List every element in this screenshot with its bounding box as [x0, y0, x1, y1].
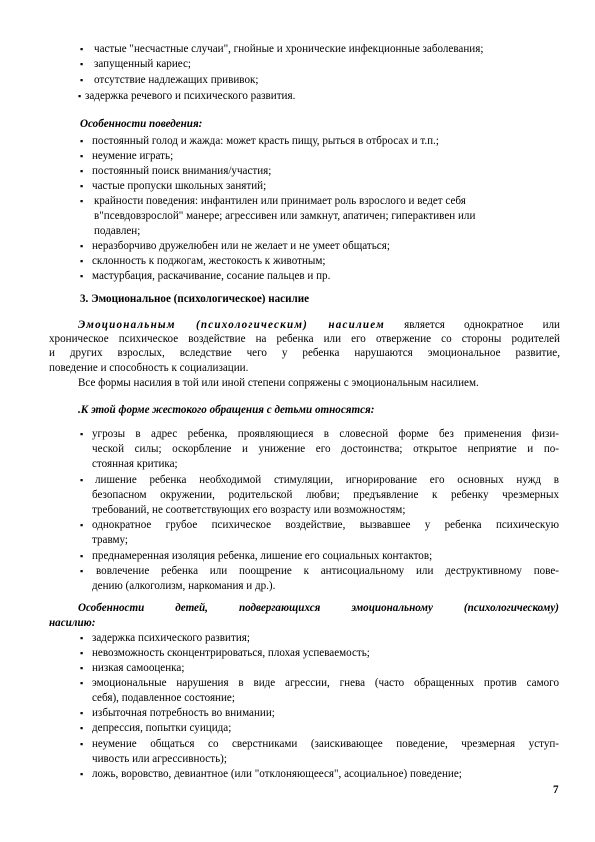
- bullet: ▪: [80, 241, 84, 251]
- list-item: запущенный кариес;: [94, 58, 191, 70]
- list-item-continuation: подавлен;: [94, 225, 141, 237]
- list-item-continuation: ческой силы; оскорбление и унижение его достоинства; открытое неприятие и по-: [92, 443, 559, 455]
- bullet: ▪: [80, 75, 84, 85]
- list-item: вовлечение ребенка или поощрение к антисоциальному или деструктивному пове-: [96, 565, 559, 577]
- bullet: ▪: [80, 256, 84, 266]
- list-item: преднамеренная изоляция ребенка, лишение его социальных контактов;: [92, 550, 433, 562]
- bullet: ▪: [80, 429, 84, 439]
- bullet: ▪: [80, 151, 84, 161]
- list-item: частые пропуски школьных занятий;: [92, 180, 267, 192]
- list-item-continuation: чивость или агрессивность);: [92, 753, 227, 765]
- list-item: мастурбация, раскачивание, сосание пальцев и пр.: [92, 270, 331, 282]
- bullet: ▪: [80, 648, 84, 658]
- list-item: низкая самооценка;: [92, 662, 185, 674]
- list-item: угрозы в адрес ребенка, проявляющиеся в словесной форме без применения физи-: [92, 428, 559, 440]
- list-item: однократное грубое психическое воздействие, вызвавшее у ребенка психическую: [92, 519, 559, 531]
- paragraph-line: и других взрослых, вследствие чего у ребенка нарушаются эмоциональное развитие,: [49, 347, 560, 359]
- bullet: ▪: [80, 166, 84, 176]
- list-item: избыточная потребность во внимании;: [92, 707, 275, 719]
- paragraph-line: [49, 318, 560, 332]
- list-item: склонность к поджогам, жестокость к животным;: [92, 255, 326, 267]
- bullet: ▪: [80, 633, 84, 643]
- paragraph: Все формы насилия в той или иной степени сопряжены с эмоциональным насилием.: [78, 377, 479, 389]
- bullet: ▪: [80, 196, 84, 206]
- section-heading: Особенности детей, подвергающихся эмоциональному (психологическому): [78, 602, 559, 614]
- list-item: неумение общаться со сверстниками (заискивающее поведение, чрезмерная уступ-: [92, 738, 559, 750]
- bullet: ▪: [80, 663, 84, 673]
- section-heading: Особенности поведения:: [80, 118, 203, 130]
- bullet: ▪: [80, 271, 84, 281]
- list-item: частые "несчастные случаи", гнойные и хронические инфекционные заболевания;: [94, 43, 484, 55]
- list-item-continuation: безопасном окружении, родительской любви; предъявление к ребенку чрезмерных: [92, 489, 559, 501]
- bullet: ▪: [80, 769, 84, 779]
- list-item: постоянный поиск внимания/участия;: [92, 165, 272, 177]
- list-item-continuation: требований, не соответствующих его возрасту или возможностям;: [92, 504, 406, 516]
- bullet: ▪: [80, 136, 84, 146]
- bullet: ▪: [80, 739, 84, 749]
- bullet: ▪: [80, 475, 84, 485]
- section-title: 3. Эмоциональное (психологическое) насилие: [80, 293, 310, 305]
- section-heading: .К этой форме жестокого обращения с детьми относятся:: [78, 404, 375, 416]
- list-item-continuation: стоянная критика;: [92, 458, 178, 470]
- list-item-continuation: травму;: [92, 534, 129, 546]
- bullet: ▪: [80, 678, 84, 688]
- list-item: отсутствие надлежащих прививок;: [94, 74, 259, 86]
- bullet: ▪: [80, 181, 84, 191]
- list-item: лишение ребенка необходимой стимуляции, игнорирование его основных нужд в: [95, 474, 559, 486]
- paragraph-text: является однократное или: [384, 319, 560, 331]
- list-item: неумение играть;: [92, 150, 174, 162]
- bullet: ▪: [80, 44, 84, 54]
- bullet: ▪: [80, 723, 84, 733]
- section-heading-continuation: насилию:: [49, 617, 96, 629]
- bullet: ▪: [80, 520, 84, 530]
- list-item-continuation: себя), подавленное состояние;: [92, 692, 235, 704]
- list-item: эмоциональные нарушения в виде агрессии, гнева (часто обращенных против самого: [92, 677, 559, 689]
- paragraph-line: хроническое психическое воздействие на ребенка или его отвержение со стороны родителей: [49, 333, 560, 345]
- paragraph-line: поведение и способность к социализации.: [49, 362, 249, 374]
- list-item: неразборчиво дружелюбен или не желает и не умеет общаться;: [92, 240, 390, 252]
- list-item: задержка речевого и психического развития.: [85, 90, 296, 102]
- list-item: постоянный голод и жажда: может красть пищу, рыться в отбросах и т.п.;: [92, 135, 439, 147]
- term-emphasis: Эмоциональным (психологическим) насилием: [78, 319, 385, 331]
- list-item-continuation: дению (алкоголизм, наркомания и др.).: [92, 580, 276, 592]
- bullet: ▪: [78, 91, 82, 101]
- bullet: ▪: [80, 566, 84, 576]
- list-item-continuation: в"псевдовзрослой" манере; агрессивен или замкнут, апатичен; гиперактивен или: [94, 210, 476, 222]
- bullet: ▪: [80, 59, 84, 69]
- list-item: крайности поведения: инфантилен или принимает роль взрослого и ведет себя: [94, 195, 466, 207]
- list-item: задержка психического развития;: [92, 632, 250, 644]
- list-item: невозможность сконцентрироваться, плохая успеваемость;: [92, 647, 370, 659]
- list-item: ложь, воровство, девиантное (или "отклоняющееся", асоциальное) поведение;: [92, 768, 462, 780]
- bullet: ▪: [80, 708, 84, 718]
- page-number: 7: [553, 784, 559, 796]
- list-item: депрессия, попытки суицида;: [92, 722, 232, 734]
- bullet: ▪: [80, 551, 84, 561]
